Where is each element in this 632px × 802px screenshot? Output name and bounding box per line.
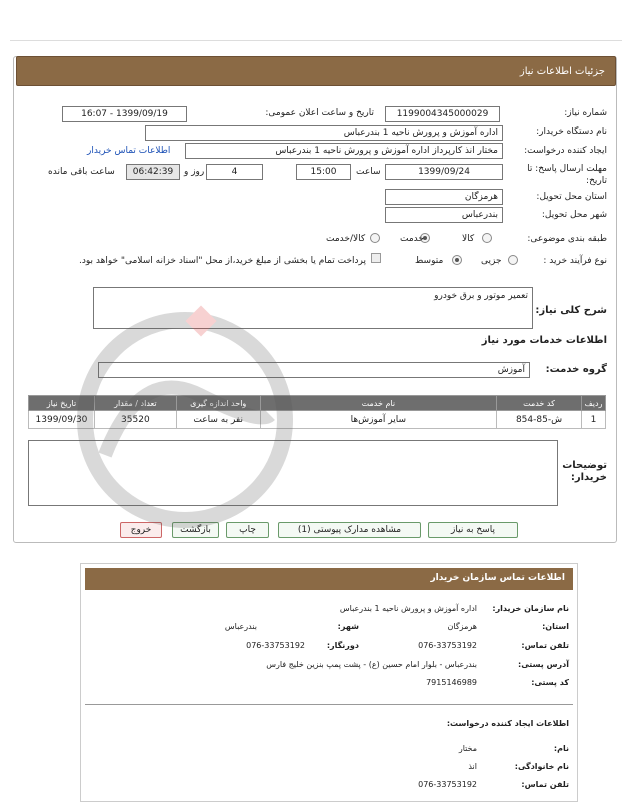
province-label: استان محل تحویل: — [536, 192, 607, 202]
creator-name-value: مختار — [458, 744, 477, 753]
remaining-time-field: 06:42:39 — [126, 164, 180, 180]
contact-address-value: بندرعباس - بلوار امام حسین (ع) - پشت پمپ بنزین خلیج فارس — [266, 660, 477, 669]
deadline-label: مهلت ارسال پاسخ: تا تاریخ: — [527, 164, 607, 186]
contact-phone-value: 076-33753192 — [418, 641, 477, 650]
category-label: طبقه بندی موضوعی: — [527, 234, 607, 244]
process-radio-medium[interactable] — [452, 255, 462, 266]
contact-fax-value: 076-33753192 — [246, 641, 305, 650]
days-label: روز و — [184, 167, 205, 177]
col-unit: واحد اندازه گیری — [176, 396, 260, 411]
col-quantity: تعداد / مقدار — [94, 396, 176, 411]
creator-heading: اطلاعات ایجاد کننده درخواست: — [446, 719, 569, 728]
announce-label: تاریخ و ساعت اعلان عمومی: — [265, 108, 374, 118]
time-label: ساعت — [356, 167, 381, 177]
contact-org-value: اداره آموزش و پرورش ناحیه 1 بندرعباس — [339, 604, 477, 613]
contact-postal-label: کد پستی: — [531, 678, 569, 687]
summary-label: شرح کلی نیاز: — [535, 305, 607, 316]
category-goods-label: کالا — [462, 234, 475, 244]
service-group-label: گروه خدمت: — [545, 364, 607, 375]
need-number-label: شماره نیاز: — [564, 108, 607, 118]
process-medium-label: متوسط — [415, 256, 444, 266]
cell-row: 1 — [581, 411, 605, 429]
contact-header-bar — [85, 568, 573, 590]
contact-divider — [85, 704, 573, 705]
contact-province-value: هرمزگان — [447, 622, 477, 631]
contact-city-value: بندرعباس — [224, 622, 257, 631]
process-radio-minor[interactable] — [508, 255, 518, 266]
creator-label: ایجاد کننده درخواست: — [524, 146, 607, 156]
contact-province-label: استان: — [542, 622, 569, 631]
services-table — [28, 395, 606, 429]
page-title: جزئیات اطلاعات نیاز — [519, 66, 605, 77]
creator-family-value: انذ — [468, 762, 477, 771]
creator-phone-label: تلفن تماس: — [521, 780, 569, 789]
contact-city-label: شهر: — [337, 622, 359, 631]
deadline-date-field: 1399/09/24 — [385, 164, 503, 180]
creator-family-label: نام خانوادگی: — [514, 762, 569, 771]
province-field: هرمزگان — [385, 189, 503, 205]
exit-button[interactable]: خروج — [120, 522, 162, 538]
col-service-name: نام خدمت — [260, 396, 496, 411]
table-row — [29, 411, 606, 429]
col-service-code: کد خدمت — [497, 396, 582, 411]
contact-phone-label: تلفن تماس: — [521, 641, 569, 650]
city-field: بندرعباس — [385, 207, 503, 223]
creator-field: مختار انذ کارپرداز اداره آموزش و پرورش ناحیه 1 بندرعباس — [185, 143, 503, 159]
contact-fax-label: دورنگار: — [326, 641, 359, 650]
announce-field: 1399/09/19 - 16:07 — [62, 106, 187, 122]
process-label: نوع فرآیند خرید : — [543, 256, 607, 266]
process-minor-label: جزیی — [481, 256, 502, 266]
category-radio-both[interactable] — [370, 233, 380, 244]
cell-unit: نفر به ساعت — [176, 411, 260, 429]
buyer-notes-field — [28, 440, 558, 506]
summary-text: تعمیر موتور و برق خودرو — [434, 291, 528, 301]
days-field: 4 — [206, 164, 263, 180]
cell-need-date: 1399/09/30 — [29, 411, 95, 429]
view-docs-button[interactable]: مشاهده مدارک پیوستی (1) — [278, 522, 421, 538]
contact-address-label: آدرس پستی: — [518, 660, 569, 669]
city-label: شهر محل تحویل: — [541, 210, 607, 220]
top-divider — [10, 40, 622, 41]
contact-postal-value: 7915146989 — [426, 678, 477, 687]
treasury-checkbox[interactable] — [371, 253, 381, 264]
reply-button[interactable]: پاسخ به نیاز — [428, 522, 518, 538]
need-number-field: 1199004345000029 — [385, 106, 500, 122]
buyer-label: نام دستگاه خریدار: — [536, 127, 607, 137]
contact-title: اطلاعات تماس سازمان خریدار — [430, 573, 565, 583]
buyer-field: اداره آموزش و پرورش ناحیه 1 بندرعباس — [145, 125, 503, 141]
buyer-contact-panel — [80, 563, 578, 802]
service-group-field: آموزش — [98, 362, 530, 378]
services-heading: اطلاعات خدمات مورد نیاز — [481, 335, 607, 346]
cell-service-name: سایر آموزش‌ها — [260, 411, 496, 429]
category-both-label: کالا/خدمت — [326, 234, 366, 244]
category-radio-goods[interactable] — [482, 233, 492, 244]
col-need-date: تاریخ نیاز — [29, 396, 95, 411]
creator-phone-value: 076-33753192 — [418, 780, 477, 789]
back-button[interactable]: بازگشت — [172, 522, 219, 538]
print-button[interactable]: چاپ — [226, 522, 269, 538]
summary-field — [93, 287, 533, 329]
col-row: ردیف — [581, 396, 605, 411]
payment-note: پرداخت تمام یا بخشی از مبلغ خرید،از محل "اسناد خزانه اسلامی" خواهد بود. — [78, 256, 366, 266]
buyer-notes-label: توضیحات خریدار: — [562, 460, 607, 483]
cell-service-code: ش-85-854 — [497, 411, 582, 429]
remaining-label: ساعت باقی مانده — [48, 167, 115, 177]
contact-org-label: نام سازمان خریدار: — [492, 604, 569, 613]
category-service-label: خدمت — [400, 234, 424, 244]
cell-quantity: 35520 — [94, 411, 176, 429]
buyer-contact-link[interactable]: اطلاعات تماس خریدار — [87, 146, 171, 156]
deadline-time-field: 15:00 — [296, 164, 351, 180]
creator-name-label: نام: — [553, 744, 569, 753]
header-bar — [16, 56, 616, 86]
